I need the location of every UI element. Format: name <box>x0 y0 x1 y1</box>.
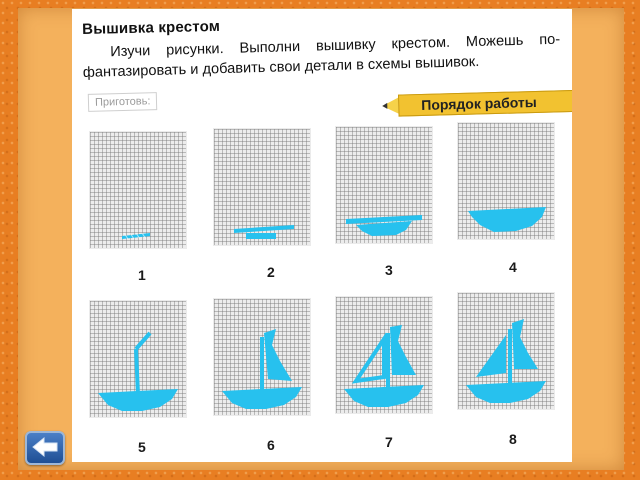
stitch-pattern <box>234 225 294 239</box>
instructions-text: Изучи рисунки. Выполни вышивку крестом. Можешь по-фантазировать и добавить свои детали в схемы вышивок. <box>82 31 561 81</box>
step-number: 6 <box>267 437 275 453</box>
arrow-left-icon <box>31 436 59 458</box>
textbook-page <box>72 9 572 462</box>
stitch-pattern <box>344 325 424 407</box>
embroidery-step-7 <box>336 297 432 413</box>
embroidery-step-5 <box>90 301 186 417</box>
step-number: 4 <box>509 259 517 275</box>
step-number: 8 <box>509 431 517 447</box>
step-number: 1 <box>138 267 146 283</box>
embroidery-step-8 <box>458 293 554 409</box>
stitch-pattern <box>346 215 422 236</box>
step-number: 3 <box>385 262 393 278</box>
stitch-pattern <box>222 329 302 409</box>
order-of-work-label: Порядок работы <box>398 90 572 117</box>
stitch-pattern <box>98 333 178 411</box>
stitch-pattern <box>466 319 546 403</box>
embroidery-step-6 <box>214 299 310 415</box>
partial-label: Приготовь: <box>88 92 158 112</box>
embroidery-step-2 <box>214 129 310 245</box>
previous-slide-button[interactable] <box>25 431 65 465</box>
order-of-work-tag <box>382 90 572 117</box>
step-number: 5 <box>138 439 146 455</box>
embroidery-step-3 <box>336 127 432 243</box>
page-title: Вышивка крестом <box>82 17 221 38</box>
embroidery-step-1 <box>90 132 186 248</box>
stitch-pattern <box>468 207 546 232</box>
stitch-pattern <box>122 233 150 239</box>
step-number: 7 <box>385 434 393 450</box>
step-number: 2 <box>267 264 275 280</box>
embroidery-step-4 <box>458 123 554 239</box>
